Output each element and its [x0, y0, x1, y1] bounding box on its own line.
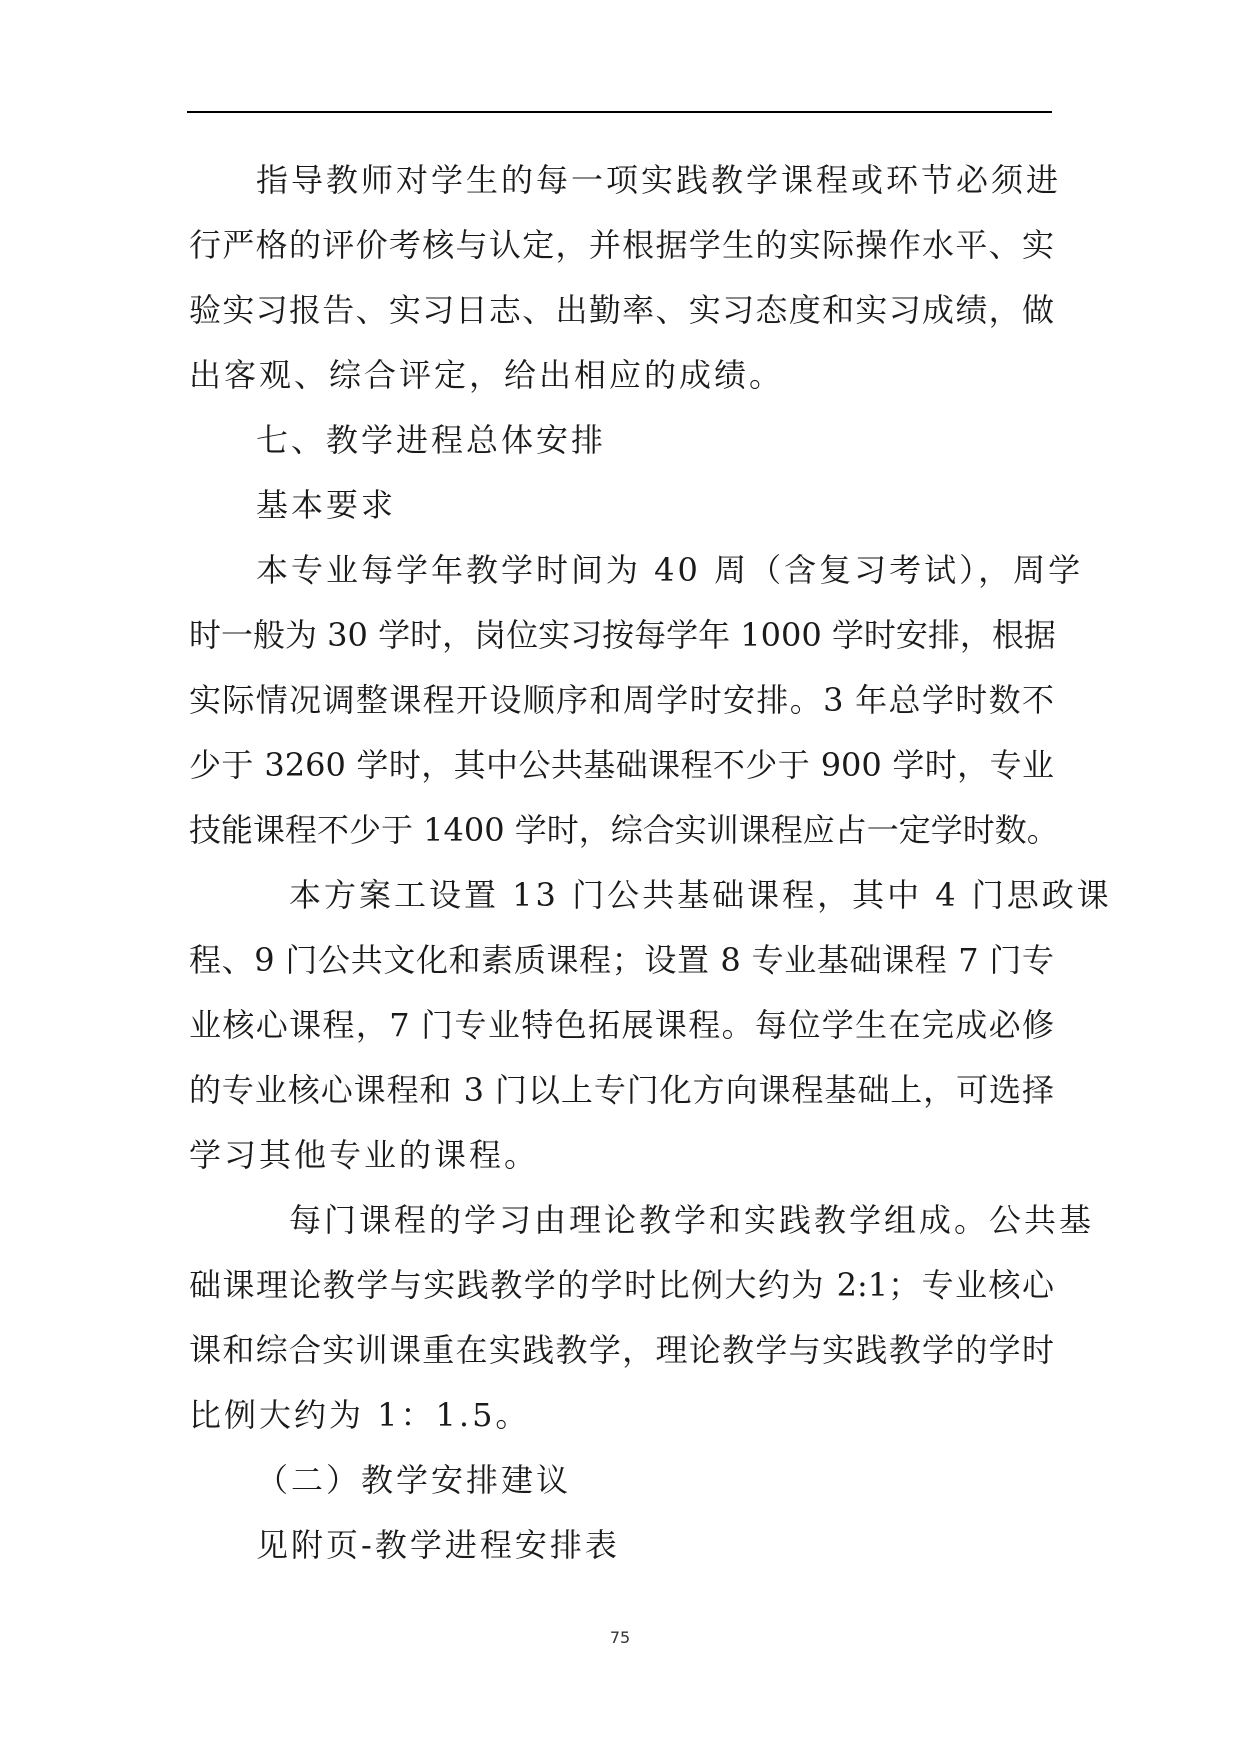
paragraph-line: 实际情况调整课程开设顺序和周学时安排。3 年总学时数不: [189, 681, 1054, 719]
paragraph-line: 业核心课程，7 门专业特色拓展课程。每位学生在完成必修: [189, 1006, 1054, 1044]
paragraph-line: 行严格的评价考核与认定，并根据学生的实际操作水平、实: [189, 226, 1054, 264]
paragraph-line: 技能课程不少于 1400 学时，综合实训课程应占一定学时数。: [189, 811, 1059, 849]
paragraph-line: 出客观、综合评定，给出相应的成绩。: [189, 356, 785, 394]
paragraph-line: 少于 3260 学时，其中公共基础课程不少于 900 学时，专业: [189, 746, 1054, 784]
page-number: 75: [609, 1628, 631, 1647]
section-heading: 七、教学进程总体安排: [256, 421, 607, 459]
paragraph-line: 比例大约为 1：1.5。: [189, 1396, 531, 1434]
paragraph-line: 础课理论教学与实践教学的学时比例大约为 2:1；专业核心: [189, 1266, 1054, 1304]
paragraph-line: 时一般为 30 学时，岗位实习按每学年 1000 学时安排，根据: [189, 616, 1056, 654]
paragraph-line: 的专业核心课程和 3 门以上专门化方向课程基础上，可选择: [189, 1071, 1054, 1109]
paragraph-line: 见附页-教学进程安排表: [256, 1526, 620, 1564]
paragraph-line: 学习其他专业的课程。: [189, 1136, 540, 1174]
paragraph-line: 验实习报告、实习日志、出勤率、实习态度和实习成绩，做: [189, 291, 1054, 329]
paragraph-line: 每门课程的学习由理论教学和实践教学组成。公共基: [289, 1201, 1095, 1239]
paragraph-line: 本方案工设置 13 门公共基础课程，其中 4 门思政课: [289, 876, 1112, 914]
subsection-heading: 基本要求: [256, 486, 397, 524]
paragraph-line: 程、9 门公共文化和素质课程；设置 8 专业基础课程 7 门专: [189, 941, 1054, 979]
paragraph-line: 本专业每学年教学时间为 40 周（含复习考试），周学: [256, 551, 1084, 589]
header-rule: [187, 111, 1052, 113]
paragraph-line: 课和综合实训课重在实践教学，理论教学与实践教学的学时: [189, 1331, 1054, 1369]
section-heading: （二）教学安排建议: [256, 1461, 572, 1499]
paragraph-line: 指导教师对学生的每一项实践教学课程或环节必须进: [256, 161, 1062, 199]
